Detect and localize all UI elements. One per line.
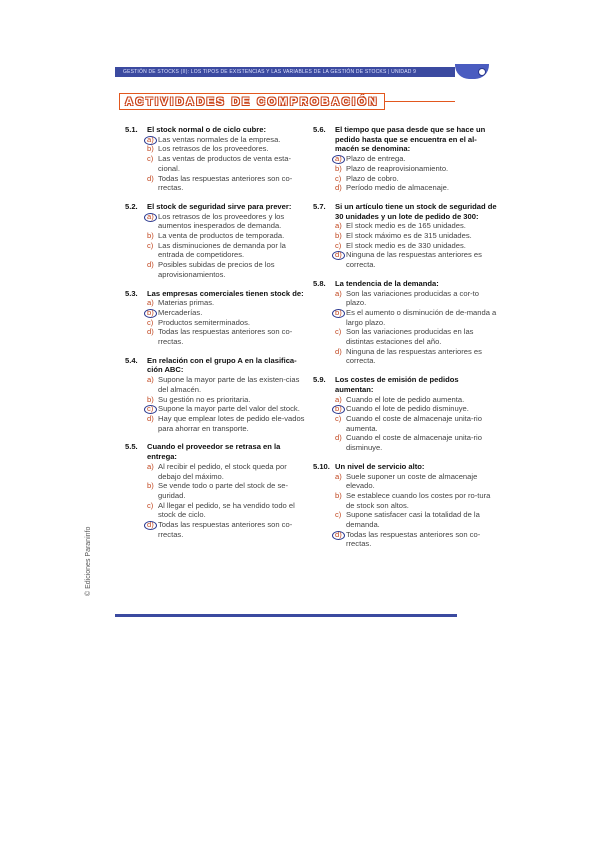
answer-text: Hay que emplear lotes de pedido ele-vados para ahorrar en transporte. [158, 413, 305, 433]
answer-letter-circled: c) [147, 404, 158, 414]
answer-text: Todas las respuestas anteriores son co-rrectas. [158, 173, 293, 193]
answer-option [335, 472, 498, 491]
answer-option [335, 241, 498, 251]
question-heading [313, 462, 498, 472]
answer-letter: b) [335, 163, 342, 173]
answer-text: Los retrasos de los proveedores y los aumentos inesperados de demanda. [158, 211, 285, 231]
answer-letter: a) [335, 394, 342, 404]
question-heading [125, 202, 310, 212]
question-5-6 [313, 125, 498, 193]
answer-letter: a) [147, 298, 154, 308]
question-5-10 [313, 462, 498, 549]
answer-text: Mercaderías. [158, 307, 203, 317]
answer-letter: d) [335, 183, 342, 193]
answer-option [147, 481, 310, 500]
answer-letter: d) [147, 173, 154, 183]
answer-text: Cuando el lote de pedido disminuye. [346, 404, 469, 414]
answer-letter: b) [335, 490, 342, 500]
answer-option [147, 404, 310, 414]
answer-text: Cuando el coste de almacenaje unita-rio disminuye. [346, 433, 482, 453]
answer-letter-circled: d) [335, 530, 346, 549]
answer-option [147, 212, 310, 231]
answer-option [335, 231, 498, 241]
answer-text: Supone la mayor parte del valor del stock. [158, 404, 300, 414]
answer-letter-circled: b) [335, 404, 346, 414]
answer-option [335, 327, 498, 346]
question-5-5 [125, 442, 310, 539]
answer-text: Las disminuciones de demanda por la entrada de competidores. [158, 240, 286, 260]
answer-text: Se establece cuando los costes por ro-tura de stock son altos. [346, 490, 491, 510]
question-text: El tiempo que pasa desde que se hace un pedido hasta que se encuentra en el al-macén se denomina: [335, 125, 486, 154]
answer-letter-circled: a) [335, 154, 346, 164]
title-divider [385, 101, 455, 102]
answer-option [335, 221, 498, 231]
question-number: 5.1. [125, 125, 138, 134]
answer-text: Materias primas. [158, 298, 215, 308]
answer-letter: c) [147, 240, 154, 250]
answer-text: Todas las respuestas anteriores son co-rrectas. [158, 520, 293, 539]
question-number: 5.9. [313, 375, 326, 385]
answer-letter: a) [147, 461, 154, 471]
question-text: El stock normal o de ciclo cubre: [147, 125, 267, 134]
answer-letter: c) [147, 500, 154, 510]
answer-option [335, 183, 498, 193]
answer-option [147, 241, 310, 260]
answer-text: Cuando el lote de pedido aumenta. [346, 394, 465, 404]
answer-letter: d) [147, 327, 154, 337]
answer-letter: c) [335, 510, 342, 520]
answer-option [147, 414, 310, 433]
question-heading [125, 289, 310, 299]
answer-option [147, 308, 310, 318]
question-5-2 [125, 202, 310, 280]
answer-text: Las ventas normales de la empresa. [158, 134, 281, 144]
answer-option [335, 164, 498, 174]
question-heading [313, 279, 498, 289]
question-5-7 [313, 202, 498, 270]
section-title: ACTIVIDADES DE COMPROBACIÓN [125, 95, 379, 108]
question-number: 5.8. [313, 278, 326, 288]
question-5-9 [313, 375, 498, 453]
answer-letter: a) [335, 471, 342, 481]
right-column [313, 125, 498, 558]
answer-option [147, 260, 310, 279]
answer-option [147, 174, 310, 193]
answer-option [335, 491, 498, 510]
answer-option [335, 404, 498, 414]
answer-text: Plazo de entrega. [346, 154, 406, 164]
answer-letter: a) [335, 221, 342, 231]
answer-text: Supone satisfacer casi la totalidad de la demanda. [346, 510, 480, 530]
question-number: 5.5. [125, 442, 138, 452]
answer-letter: c) [335, 173, 342, 183]
question-number: 5.2. [125, 201, 138, 211]
answer-option [147, 462, 310, 481]
answer-letter-circled: d) [335, 250, 346, 269]
answer-text: Al llegar el pedido, se ha vendido todo el stock de ciclo. [158, 500, 295, 520]
answer-letter-circled: b) [335, 308, 346, 327]
question-number: 5.3. [125, 288, 138, 298]
answer-text: Suele suponer un coste de almacenaje elevado. [346, 471, 478, 491]
question-number: 5.7. [313, 201, 326, 211]
question-5-8 [313, 279, 498, 366]
answer-letter-circled: b) [147, 308, 158, 318]
question-text: La tendencia de la demanda: [335, 278, 439, 288]
answer-option [147, 395, 310, 405]
answer-text: La venta de productos de temporada. [158, 231, 285, 241]
answer-text: Productos semiterminados. [158, 317, 251, 327]
question-text: Si un artículo tiene un stock de seguridad de 30 unidades y un lote de pedido de 300: [335, 201, 497, 221]
answer-option [335, 414, 498, 433]
answer-option [147, 135, 310, 145]
answer-option [147, 327, 310, 346]
answer-option [147, 154, 310, 173]
question-number: 5.10. [313, 461, 330, 471]
answer-text: Son las variaciones producidas a cor-to plazo. [346, 288, 479, 308]
question-5-1 [125, 125, 310, 193]
answer-letter-circled: d) [147, 520, 158, 539]
answer-text: Los retrasos de los proveedores. [158, 144, 269, 154]
answer-letter: d) [335, 433, 342, 443]
question-5-3 [125, 289, 310, 347]
answer-option [335, 395, 498, 405]
answer-letter: a) [147, 375, 154, 385]
answer-letter: c) [335, 240, 342, 250]
question-heading [313, 125, 498, 154]
answer-option [147, 318, 310, 328]
question-heading [125, 125, 310, 135]
answer-letter: b) [147, 394, 154, 404]
question-text: El stock de seguridad sirve para prever: [147, 201, 292, 211]
answer-letter: b) [335, 231, 342, 241]
answer-option [147, 144, 310, 154]
question-number: 5.6. [313, 125, 326, 134]
question-text: Un nivel de servicio alto: [335, 461, 425, 471]
answer-text: Su gestión no es prioritaria. [158, 394, 251, 404]
question-heading [313, 202, 498, 221]
answer-letter: b) [147, 144, 154, 154]
answer-letter-circled: a) [147, 135, 158, 145]
answer-option [147, 375, 310, 394]
answer-text: El stock máximo es de 315 unidades. [346, 231, 472, 241]
answer-letter-circled: a) [147, 212, 158, 231]
answer-text: Todas las respuestas anteriores son co-rrectas. [346, 529, 481, 549]
question-heading [313, 375, 498, 394]
answer-letter: c) [335, 327, 342, 337]
answer-text: Posibles subidas de precios de los aprovisionamientos. [158, 260, 275, 279]
answer-text: Al recibir el pedido, el stock queda por debajo del máximo. [158, 461, 287, 481]
answer-text: El stock medio es de 330 unidades. [346, 240, 466, 250]
answer-letter: c) [335, 413, 342, 423]
answer-text: El stock medio es de 165 unidades. [346, 221, 466, 231]
answer-letter: d) [335, 346, 342, 356]
section-title-box [119, 93, 385, 110]
answer-option [147, 231, 310, 241]
answer-text: Las ventas de productos de venta esta-cional. [158, 154, 291, 173]
answer-text: Cuando el coste de almacenaje unita-rio aumenta. [346, 413, 482, 433]
answer-option [147, 520, 310, 539]
answer-letter: b) [147, 231, 154, 241]
answer-option [335, 289, 498, 308]
header-band [115, 67, 455, 77]
answer-text: Plazo de reaprovisionamiento. [346, 163, 449, 173]
copyright-text: © Ediciones Paraninfo [85, 526, 92, 596]
question-text: Los costes de emisión de pedidos aumentan: [335, 375, 459, 394]
answer-text: Plazo de cobro. [346, 173, 399, 183]
answer-option [335, 347, 498, 366]
answer-option [335, 250, 498, 269]
answer-text: Son las variaciones producidas en las distintas estaciones del año. [346, 327, 474, 347]
answer-letter: d) [147, 260, 154, 270]
answer-option [335, 308, 498, 327]
answer-option [335, 433, 498, 452]
answer-text: Ninguna de las respuestas anteriores es correcta. [346, 346, 482, 366]
answer-option [147, 501, 310, 520]
answer-letter: c) [147, 317, 154, 327]
answer-text: Es el aumento o disminución de de-manda a largo plazo. [346, 307, 497, 327]
cd-icon [478, 68, 486, 76]
bottom-rule [115, 614, 457, 617]
question-5-4 [125, 356, 310, 434]
answer-letter: d) [147, 413, 154, 423]
answer-option [335, 174, 498, 184]
answer-text: Se vende todo o parte del stock de se-guridad. [158, 481, 289, 500]
answer-option [147, 298, 310, 308]
question-number: 5.4. [125, 355, 138, 365]
answer-letter: b) [147, 481, 154, 491]
answer-letter: a) [335, 288, 342, 298]
answer-option [335, 154, 498, 164]
answer-letter: c) [147, 154, 154, 164]
question-text: Cuando el proveedor se retrasa en la entrega: [147, 442, 281, 462]
question-text: En relación con el grupo A en la clasifica-ción ABC: [147, 355, 297, 375]
answer-text: Ninguna de las respuestas anteriores es correcta. [346, 250, 482, 270]
question-heading [125, 356, 310, 375]
answer-text: Supone la mayor parte de las existen-cias del almacén. [158, 375, 300, 394]
answer-option [335, 510, 498, 529]
question-heading [125, 442, 310, 461]
question-text: Las empresas comerciales tienen stock de: [147, 288, 304, 298]
header-band-text: GESTIÓN DE STOCKS (II): LOS TIPOS DE EXISTENCIAS Y LAS VARIABLES DE LA GESTIÓN DE STOCKS | UNIDAD 9 [123, 69, 417, 75]
left-column [125, 125, 310, 548]
answer-text: Período medio de almacenaje. [346, 183, 450, 193]
answer-option [335, 530, 498, 549]
answer-text: Todas las respuestas anteriores son co-rrectas. [158, 327, 293, 347]
